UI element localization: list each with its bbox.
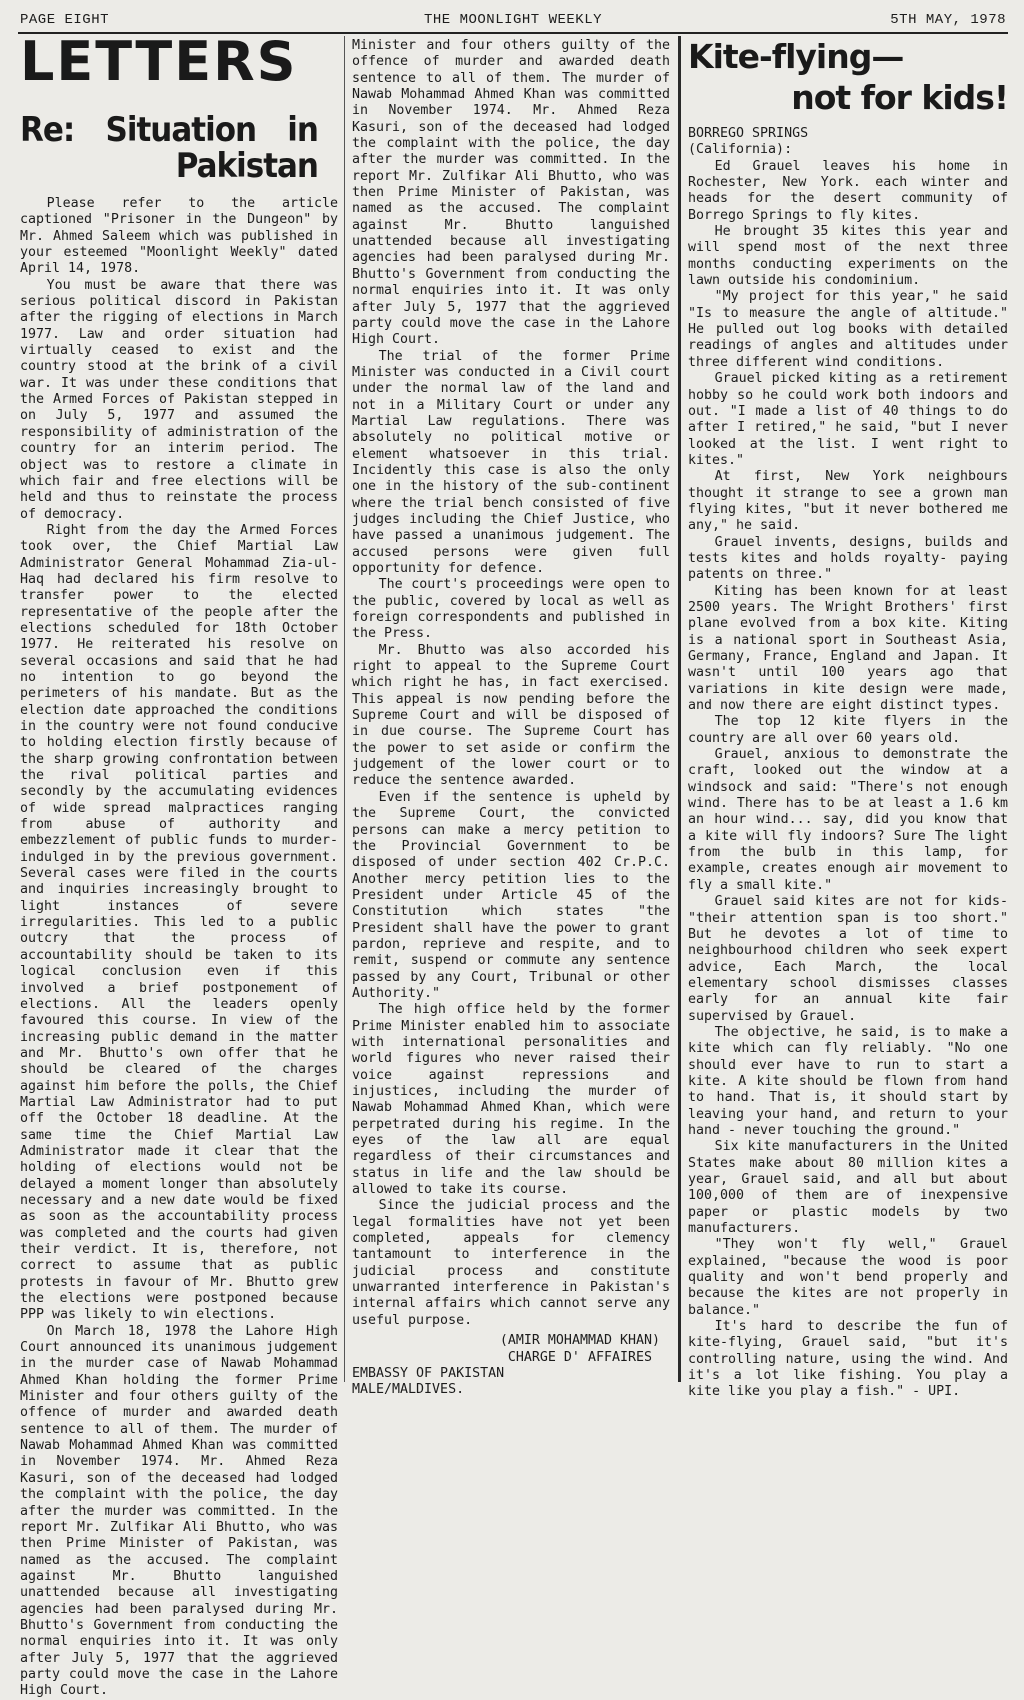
kite-paragraph: He brought 35 kites this year and will spend most of the next three months conducting experiments on the lawn outside his condominium.: [688, 224, 1008, 289]
page-number: PAGE EIGHT: [20, 12, 110, 28]
kite-paragraph: It's hard to describe the fun of kite-flying, Grauel said, "but it's controlling nature, using the wind. And it's a lot like fishing. You play a kite like you play a fish." - UPI.: [688, 1319, 1008, 1400]
column-rule-2: [678, 36, 681, 1382]
kite-dateline-1: BORREGO SPRINGS: [688, 126, 809, 141]
letter-paragraph: Mr. Bhutto was also accorded his right to appeal to the Supreme Court which right he has, in fact exercised. This appeal is now pending before the Supreme Court and will be disposed of in due course. The Supreme Court has the power to set aside or confirm the judgement of the lower court or to reduce the sentence awarded.: [352, 642, 670, 789]
headline-word-situation: Situation: [105, 110, 257, 150]
letter-paragraph-continued: On March 18, 1978 the Lahore High Court announced its unanimous judgement in the murder case of Nawab Mohammad Ahmed Khan holding the former Prime Minister and four others guilty of the offence of murder and awarded death sentence to all of them. The murder of Nawab Mohammad Ahmed Khan was committed in November 1974. Mr. Ahmed Reza Kasuri, son of the deceased had lodged the complaint with the police, the day after the murder was committed. In the report Mr. Zulfikar Ali Bhutto, who was then Prime Minister of Pakistan, was named as the accused. The complaint against Mr. Bhutto languished unattended because all investigating agencies had been paralysed during Mr. Bhutto's Government from conducting the normal enquiries into it. It was only after July 5, 1977 that the aggrieved party could move the case in the Lahore High Court.: [20, 1323, 338, 1699]
embassy-line-2: MALE/MALDIVES.: [352, 1382, 465, 1398]
letter-headline-line2: Pakistan: [175, 146, 318, 186]
kite-headline-line2: not for kids!: [791, 78, 1008, 117]
kite-paragraph: Grauel picked kiting as a retirement hobby so he could work both indoors and out. "I made a list of 40 things to do after I retired," he said, "but I never looked at the list. I went right to kites.": [688, 371, 1008, 468]
kite-paragraph: Grauel invents, designs, builds and tests kites and holds royalty- paying patents on three.": [688, 534, 1008, 583]
kite-paragraph: The top 12 kite flyers in the country are all over 60 years old.: [688, 714, 1008, 746]
signature-name: (AMIR MOHAMMAD KHAN): [499, 1333, 660, 1349]
letter-paragraph: Please refer to the article captioned "Prisoner in the Dungeon" by Mr. Ahmed Saleem which was published in your esteemed "Moonlight Weekly" dated April 14, 1978.: [20, 196, 338, 277]
letter-paragraph: The trial of the former Prime Minister was conducted in a Civil court under the normal law of the land and not in a Military Court or under any Martial Law regulations. There was absolutely no political motive or element whatsoever in this trial. Incidently this case is also the only one in the history of the sub-continent where the trial bench consisted of five judges including the Chief Justice, who have passed a unanimous judgement. The accused persons were given full opportunity for defence.: [352, 348, 670, 576]
kite-article-column: [688, 36, 1008, 1400]
letter-paragraph: Even if the sentence is upheld by the Supreme Court, the convicted persons can make a mercy petition to the Provincial Government to be disposed of under section 402 Cr.P.C. Another mercy petition lies to the President under Article 45 of the Constitution which states "the President shall have the power to grant pardon, reprieve and respite, and to remit, suspend or commute any sentence passed by any Court, Tribunal or other Authority.": [352, 789, 670, 1001]
signature-title: CHARGE D' AFFAIRES: [507, 1349, 652, 1365]
letter-signature: [352, 1333, 670, 1366]
kite-paragraph: "My project for this year," he said "Is to measure the angle of altitude." He pulled out log books with detailed readings of angles and altitudes under three different wind conditions.: [688, 289, 1008, 370]
kite-paragraph: "They won't fly well," Grauel explained, "because the wood is poor quality and won't bend properly and because the kites are not properly in balance.": [688, 1237, 1008, 1318]
kite-paragraph: At first, New York neighbours thought it strange to see a grown man flying kites, "but it never bothered me any," he said.: [688, 469, 1008, 534]
letter-paragraph: You must be aware that there was serious political discord in Pakistan after the rigging of elections in March 1977. Law and order situation had virtually ceased to exist and the country stood at the brink of a civil war. It was under these conditions that the Armed Forces of Pakistan stepped in on July 5, 1977 and assumed the responsibility of administration of the country for an interim period. The object was to restore a climate in which fair and free elections will be held and thus to reinstate the process of democracy.: [20, 277, 338, 522]
kite-paragraph: Grauel, anxious to demonstrate the craft, looked out the window at a windsock and said: "There's not enough wind. There has to be at least a 1.6 km an hour wind... say, did you know that a kite will fly indoors? Sure The light from the bulb in this lamp, for example, creates enough air movement to fly a small kite.": [688, 747, 1008, 893]
letter-paragraph: Since the judicial process and the legal formalities have not yet been completed, appeals for clemency tantamount to interference in the judicial process and constitute unwarranted interference in Pakistan's internal affairs which cannot serve any useful purpose.: [352, 1198, 670, 1328]
re-label: Re:: [20, 110, 75, 150]
letter-paragraph: The high office held by the former Prime Minister enabled him to associate with international personalities and world figures who never raised their voice against repressions and injustices, including the murder of Nawab Mohammad Ahmed Khan, which were perpetrated during his regime. In the eyes of the law all are equal regardless of their circumstances and status in life and the law should be allowed to take its course.: [352, 1002, 670, 1198]
letter-headline-line1: [20, 111, 338, 150]
newspaper-name: THE MOONLIGHT WEEKLY: [423, 12, 603, 28]
issue-date: 5TH MAY, 1978: [890, 12, 1006, 28]
letters-column-2: [352, 38, 670, 1398]
headline-word-in: in: [287, 110, 318, 150]
letter-paragraph: The court's proceedings were open to the public, covered by local as well as foreign correspondents and published in the Press.: [352, 577, 670, 642]
embassy-line-1: EMBASSY OF PAKISTAN: [352, 1365, 505, 1381]
kite-paragraph: Six kite manufacturers in the United States make about 80 million kites a year, Grauel said, and all but about 100,000 of them are of inexpensive paper or plastic models by two manufacturers.: [688, 1139, 1008, 1237]
kite-paragraph: Grauel said kites are not for kids- "their attention span is too short." But he devotes a lot of time to neighbourhood children who seek expert advice, Each March, the local elementary school dismisses classes early for an annual kite fair supervised by Grauel.: [688, 894, 1008, 1024]
letter-paragraph: Right from the day the Armed Forces took over, the Chief Martial Law Administrator General Mohammad Zia-ul-Haq had declared his firm resolve to transfer power to the elected representative of the people after the elections scheduled for 18th October 1977. He reiterated his resolve on several occasions and said that he had no intention to go beyond the perimeters of his mandate. But as the election date approached the conditions in the country were not found conducive to holding election firstly because of the sharp growing confrontation between the rival political parties and secondly by the accumulating evidences of wide spread malpractices ranging from abuse of authority and embezzlement of public funds to murder-indulged in by the previous government. Several cases were filed in the courts and inquiries increasingly brought to light instances of severe irregularities. This led to a public outcry that the process of accountability should be taken to its logical conclusion even if this involved a brief postponement of elections. All the leaders openly favoured this course. In view of the increasing public demand in the matter and Mr. Bhutto's own offer that he should be cleared of the charges against him before the polls, the Chief Martial Law Administrator had to put off the October 18 deadline. At the same time the Chief Martial Law Administrator made it clear that the holding of elections would not be delayed a moment longer than absolutely necessary and a new date would be fixed as soon as the accountability process was completed and the courts had given their verdict. It is, therefore, not correct to assume that as public protests in favour of Mr. Bhutto grew the elections were postponed because PPP was likely to win elections.: [20, 522, 338, 1323]
kite-paragraph: Kiting has been known for at least 2500 years. The Wright Brothers' first plane evolved from a box kite. Kiting is a national sport in Southeast Asia, Germany, France, England and Japan. It wasn't until 100 years ago that variations in kite design were made, and now there are eight distinct types.: [688, 583, 1008, 714]
column-rule-1: [344, 36, 345, 1382]
kite-headline-line1: Kite-flying—: [688, 37, 904, 76]
letters-column-1: [20, 30, 338, 1699]
kite-paragraph: The objective, he said, is to make a kite which can fly reliably. "No one should ever have to run to start a kite. A kite should be flown from hand to hand. That is, it should start by leaving your hand, and return to your hand - never touching the ground.": [688, 1024, 1008, 1138]
kite-paragraph: Ed Grauel leaves his home in Rochester, New York. each winter and heads for the desert community of Borrego Springs to fly kites.: [688, 158, 1008, 223]
kite-dateline-2: (California):: [688, 142, 793, 158]
letter-paragraph-continuation: Minister and four others guilty of the offence of murder and awarded death sentence to all of them. The murder of Nawab Mohammad Ahmed Khan was committed in November 1974. Mr. Ahmed Reza Kasuri, son of the deceased had lodged the complaint with the police, the day after the murder was committed. In the report Mr. Zulfikar Ali Bhutto, who was then Prime Minister of Pakistan, was named as the accused. The complaint against Mr. Bhutto languished unattended because all investigating agencies had been paralysed during Mr. Bhutto's Government from conducting the normal enquiries into it. It was only after July 5, 1977 that the aggrieved party could move the case in the Lahore High Court.: [352, 38, 670, 348]
letters-section-title: LETTERS: [20, 30, 298, 93]
